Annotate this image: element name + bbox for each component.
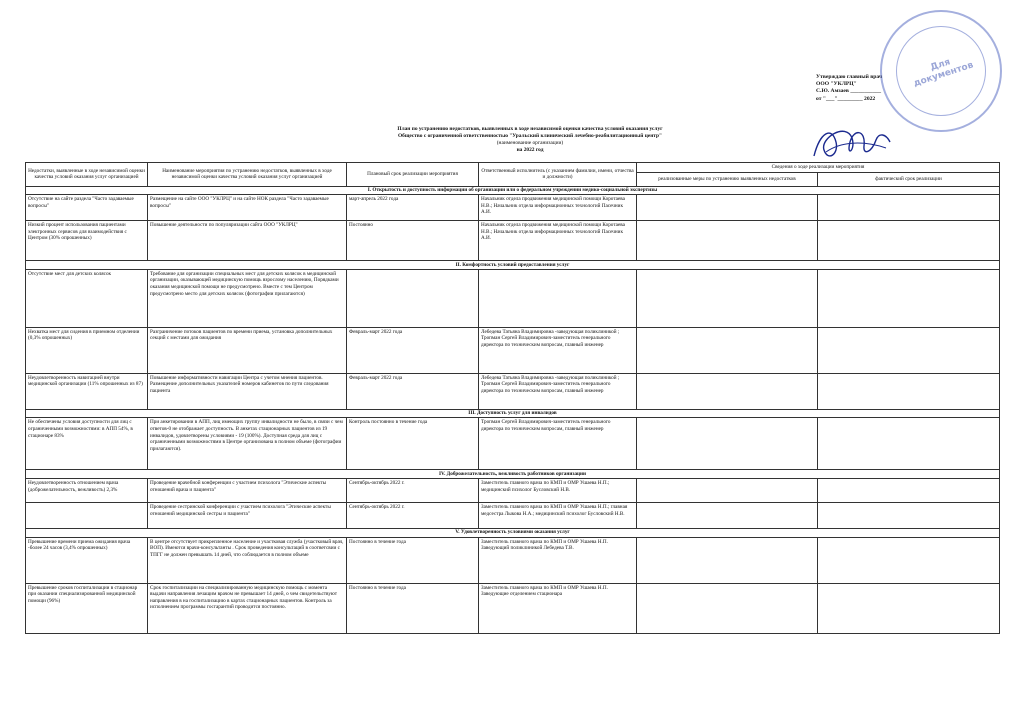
- header-implemented-measures: реализованные меры по устранению выявленных недостатков: [637, 172, 818, 186]
- table-cell-c4: Заместитель главного врача по КМП и ОМР Ушаева Н.П.; главная медсестра Лыкова Н.А.; медицинский психолог Бусловский Н.В.: [479, 502, 637, 528]
- table-row: [26, 502, 1000, 528]
- table-cell-c3: Постоянно: [347, 221, 479, 261]
- header-actual-term: фактический срок реализации: [818, 172, 1000, 186]
- table-cell-c4: Заместитель главного врача по КМП и ОМР Ушаева Н.П. Заведующий поликлиникой Лебедева Т.В.: [479, 537, 637, 583]
- plan-table: [25, 162, 1000, 634]
- table-cell-c1: Неудовлетворенность отношением врача (доброжелательность, вежливость) 2,3%: [26, 478, 148, 502]
- table-row: [26, 327, 1000, 373]
- table-cell-c6: [818, 373, 1000, 409]
- approval-line-3: С.Ю. Амзаев ___________: [816, 88, 882, 95]
- table-cell-c2: В центре отсутствует прикрепленное население и участковая служба (участковый врач, ВОП). Имеются врачи-консультанты . Срок проведения консультаций в соответсвии с ТПГГ не должен превышать 14 дней, что соблюдается в полном объеме: [148, 537, 347, 583]
- header-responsible: Ответственный исполнитель (с указанием фамилии, имени, отчества и должности): [479, 163, 637, 187]
- table-cell-c6: [818, 221, 1000, 261]
- table-cell-c4: [479, 269, 637, 327]
- table-cell-c6: [818, 478, 1000, 502]
- table-cell-c5: [637, 418, 818, 470]
- table-cell-c2: При анкетировании в АПП, лиц имеющих группу инвалидности не было, в связи с чем ответов-0 не отображает доступность. В анкетах стационарных пациентов из 19 инвалидов, удовлетворены условиями - 19 (100%). Доступная среда для лиц с ограниченными возможностями в Центре организована в полном объеме (фотографии прилагаются).: [148, 418, 347, 470]
- approval-line-2: ООО "УКЛРЦ": [816, 81, 857, 88]
- table-cell-c3: Контроль постоянно в течение года: [347, 418, 479, 470]
- table-cell-c3: Февраль-март 2022 года: [347, 327, 479, 373]
- section-row: [26, 409, 1000, 418]
- table-cell-c3: Сентябрь-октябрь 2022 г.: [347, 478, 479, 502]
- table-cell-c1: Неудовлетворенность навигацией внутри медицинской организации (11% опрошенных из 87): [26, 373, 148, 409]
- table-cell-c3: Сентябрь-октябрь 2022 г.: [347, 502, 479, 528]
- table-cell-c2: Проведение сестринской конференции с участием психолога "Этические аспекты отношений медицинской сестры и пациента": [148, 502, 347, 528]
- stamp-text: Для документов: [912, 57, 975, 90]
- section-title: V. Удовлетворенность условиями оказания услуг: [26, 528, 1000, 537]
- table-row: [26, 373, 1000, 409]
- table-cell-c4: Лебедева Татьяна Владимировна -заведующая поликлиникой ; Тропман Сергей Владимирович-заместитель генерального директора по техническим вопросам, главный инженер: [479, 327, 637, 373]
- table-cell-c5: [637, 195, 818, 221]
- section-row: [26, 186, 1000, 195]
- table-cell-c1: Отсутствие на сайте раздела "Часто задаваемые вопросы": [26, 195, 148, 221]
- table-cell-c1: Превышение сроков госпитализации в стационар при оказании специализированной медицинской помощи (96%): [26, 583, 148, 633]
- table-cell-c1: [26, 502, 148, 528]
- section-title: II. Комфортность условий предоставления услуг: [26, 261, 1000, 270]
- table-cell-c3: Постоянно в течение года: [347, 537, 479, 583]
- table-row: [26, 418, 1000, 470]
- section-title: III. Доступность услуг для инвалидов: [26, 409, 1000, 418]
- table-cell-c4: Начальник отдела продвижения медицинской помощи Коротаева Н.В.; Начальник отдела информационных технологий Пасечник А.И.: [479, 195, 637, 221]
- section-row: [26, 528, 1000, 537]
- table-cell-c6: [818, 195, 1000, 221]
- table-cell-c4: Заместитель главного врача по КМП и ОМР Ушаева Н.П.; медицинский психолог Бусловский Н.В.: [479, 478, 637, 502]
- title-line-4: на 2022 год: [516, 147, 544, 153]
- table-cell-c2: Срок госпитализации на специализированную медицинскую помощь с момента выдачи направления лечащим врачом не превышает 14 дней, о чем свидетельствуют направления в на госпитализацию в картах стационарных пациентов. Контроль за исполнением программы госгарантий проводится постоянно.: [148, 583, 347, 633]
- title-line-1: План по устранению недостатков, выявленных в ходе независимой оценки качества условий оказания услуг: [397, 126, 663, 132]
- table-cell-c5: [637, 502, 818, 528]
- table-cell-c5: [637, 327, 818, 373]
- organization-stamp: [880, 10, 1002, 132]
- table-cell-c6: [818, 418, 1000, 470]
- plan-table-body: [26, 186, 1000, 633]
- table-cell-c5: [637, 373, 818, 409]
- table-cell-c4: Тропман Сергей Владимирович-заместитель генерального директора по техническим вопросам, главный инженер: [479, 418, 637, 470]
- table-row: [26, 195, 1000, 221]
- table-cell-c4: Заместитель главного врача по КМП и ОМР Ушаева Н.П. Заведующие отделением стационара: [479, 583, 637, 633]
- table-cell-c6: [818, 269, 1000, 327]
- table-row: [26, 583, 1000, 633]
- approval-line-4: от "___"_________ 2022: [816, 95, 876, 102]
- table-cell-c5: [637, 583, 818, 633]
- table-cell-c3: Февраль-март 2022 года: [347, 373, 479, 409]
- table-cell-c2: Повышение информативности навигации Центра с учетом мнения пациентов. Размещение дополнительных указателей номеров кабинетов по пути следования пациента: [148, 373, 347, 409]
- header-measure: Наименование мероприятия по устранению недостатков, выявленных в ходе независимой оценки качества условий оказания услуг организацией: [148, 163, 347, 187]
- section-title: IV. Доброжелательность, вежливость работников организации: [26, 470, 1000, 479]
- table-cell-c6: [818, 537, 1000, 583]
- table-row: [26, 269, 1000, 327]
- table-cell-c3: [347, 269, 479, 327]
- table-cell-c5: [637, 478, 818, 502]
- table-cell-c5: [637, 537, 818, 583]
- document-title: [180, 126, 880, 154]
- table-cell-c6: [818, 583, 1000, 633]
- table-cell-c6: [818, 502, 1000, 528]
- title-line-2: Общество с ограниченной ответственностью "Уральский клинический лечебно-реабилитационный центр": [397, 133, 663, 139]
- table-cell-c1: Отсутствие мест для детских колясок: [26, 269, 148, 327]
- header-progress-group: Сведения о ходе реализации мероприятия: [637, 163, 1000, 173]
- table-cell-c5: [637, 269, 818, 327]
- table-row: [26, 221, 1000, 261]
- table-cell-c3: Постоянно в течение года: [347, 583, 479, 633]
- approval-line-1: Утверждаю главный врач: [816, 74, 883, 80]
- header-shortcomings: Недостатки, выявленные в ходе независимой оценки качества условий оказания услуг организацией: [26, 163, 148, 187]
- header-planned-term: Плановый срок реализации мероприятия: [347, 163, 479, 187]
- table-cell-c1: Нехватка мест для сидения в приемном отделении (0,3% опрошенных): [26, 327, 148, 373]
- table-cell-c1: Не обеспечены условия доступности для лиц с ограниченными возможностями: в АПП 54%, в стационаре 83%: [26, 418, 148, 470]
- table-cell-c1: Превышение времени приема ожидания врача -более 24 часов (3,4% опрошенных): [26, 537, 148, 583]
- table-cell-c2: Требование для организации специальных мест для детских колясок в медицинской организации, оказывающей медицинскую помощь взрослому населению, Порядками оказания медицинской помощи не предусмотрено. Вместе с тем Центром предусмотрено место для детских колясок (фотографии прилагаются): [148, 269, 347, 327]
- table-row: [26, 478, 1000, 502]
- table-cell-c1: Низкий процент использования пациентами электронных сервисов для взаимодействия с Центром (30% опрошенных): [26, 221, 148, 261]
- table-cell-c5: [637, 221, 818, 261]
- table-cell-c2: Проведение врачебной конференции с участием психолога "Этические аспекты отношений врача и пациента": [148, 478, 347, 502]
- table-cell-c3: март-апрель 2022 года: [347, 195, 479, 221]
- section-row: [26, 261, 1000, 270]
- table-cell-c4: Начальник отдела продвижения медицинской помощи Коротаева Н.В.; Начальник отдела информационных технологий Пасечник А.И.: [479, 221, 637, 261]
- table-cell-c2: Повышение деятельности по популяризации сайта ООО "УКЛРЦ": [148, 221, 347, 261]
- table-cell-c2: Разграничение потоков пациентов по времени приема, установка дополнительных секций с местами для ожидания: [148, 327, 347, 373]
- table-cell-c6: [818, 327, 1000, 373]
- section-title: I. Открытость и доступность информации об организации или о федеральном учреждении медико-социальной экспертизы: [26, 186, 1000, 195]
- title-line-3: (наименование организации): [496, 140, 564, 146]
- table-cell-c2: Размещение на сайте ООО "УКЛРЦ" и на сайте НОК раздела "Часто задаваемые вопросы": [148, 195, 347, 221]
- table-cell-c4: Лебедева Татьяна Владимировна -заведующая поликлиникой ; Тропман Сергей Владимирович-заместитель генерального директора по техническим вопросам, главный инженер: [479, 373, 637, 409]
- section-row: [26, 470, 1000, 479]
- table-row: [26, 537, 1000, 583]
